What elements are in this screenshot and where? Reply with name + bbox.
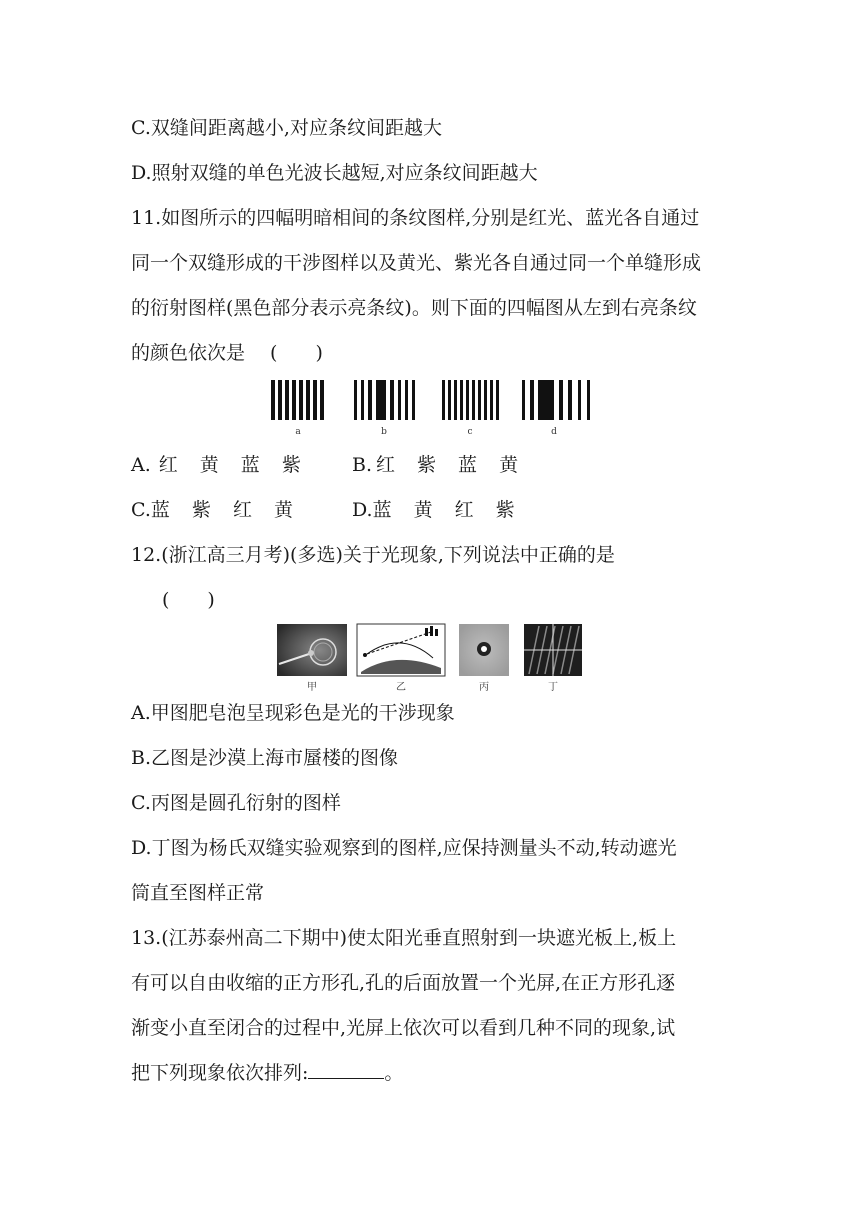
option-item: 黄	[499, 454, 519, 476]
fringe-label-b: b	[381, 427, 387, 437]
circular-spot-pattern	[459, 624, 509, 676]
q11-line-3: 的衍射图样(黑色部分表示亮条纹)。则下面的四幅图从左到右亮条纹	[131, 297, 697, 319]
photo-label-ding: 丁	[548, 682, 558, 693]
option-item: 红	[454, 499, 474, 521]
fringe-label-c: c	[467, 427, 473, 437]
q12-option-a[interactable]: A.甲图肥皂泡呈现彩色是光的干涉现象	[131, 702, 455, 724]
q11-option-c[interactable]	[131, 498, 293, 522]
q11-option-d[interactable]	[352, 498, 515, 522]
tilted-fringe-pattern	[524, 624, 582, 676]
option-item: 红	[376, 454, 396, 476]
q11-option-b[interactable]	[352, 453, 518, 477]
option-item: 紫	[281, 454, 301, 476]
q13-line-3: 渐变小直至闭合的过程中,光屏上依次可以看到几种不同的现象,试	[131, 1017, 676, 1039]
q12-photo-figure	[275, 622, 585, 694]
option-item: 红	[158, 454, 178, 476]
option-letter: A.	[131, 454, 151, 476]
photo-label-bing: 丙	[479, 682, 489, 693]
option-item: 紫	[191, 499, 211, 521]
q11-option-a[interactable]	[131, 453, 301, 477]
answer-blank[interactable]	[308, 1062, 384, 1079]
q12-stem: 12.(浙江高三月考)(多选)关于光现象,下列说法中正确的是	[131, 544, 615, 566]
option-item: 黄	[413, 499, 433, 521]
q13-line-4	[131, 1061, 403, 1085]
q11-line-4: 的颜色依次是 ( )	[131, 342, 323, 364]
option-letter: C.	[131, 499, 151, 521]
option-item: 蓝	[372, 499, 392, 521]
fringe-pattern-d	[522, 380, 590, 420]
q12-answer-paren: ( )	[162, 589, 215, 611]
photo-label-yi: 乙	[396, 682, 406, 693]
q12-option-d[interactable]: D.丁图为杨氏双缝实验观察到的图样,应保持测量头不动,转动遮光	[131, 837, 677, 859]
option-letter: D.	[352, 499, 373, 521]
q12-option-b[interactable]: B.乙图是沙漠上海市蜃楼的图像	[131, 747, 399, 769]
option-d-prev: D.照射双缝的单色光波长越短,对应条纹间距越大	[131, 162, 538, 184]
q12-option-c[interactable]: C.丙图是圆孔衍射的图样	[131, 792, 341, 814]
option-item: 紫	[495, 499, 515, 521]
option-item: 蓝	[240, 454, 260, 476]
soap-bubble-photo	[277, 624, 347, 676]
q13-prompt: 把下列现象依次排列:	[131, 1062, 309, 1084]
q13-period: 。	[384, 1062, 404, 1084]
q11-fringe-figure	[262, 378, 602, 438]
option-item: 黄	[199, 454, 219, 476]
option-c-prev: C.双缝间距离越小,对应条纹间距越大	[131, 117, 442, 139]
fringe-pattern-b	[354, 380, 415, 420]
option-item: 蓝	[150, 499, 170, 521]
fringe-pattern-a	[271, 380, 324, 420]
q11-line-2: 同一个双缝形成的干涉图样以及黄光、紫光各自通过同一个单缝形成	[131, 252, 702, 274]
option-item: 红	[232, 499, 252, 521]
option-item: 蓝	[458, 454, 478, 476]
fringe-label-a: a	[295, 427, 301, 437]
fringe-label-d: d	[551, 427, 557, 437]
q12-option-d-continued: 筒直至图样正常	[131, 882, 265, 904]
option-letter: B.	[352, 454, 373, 476]
option-item: 黄	[273, 499, 293, 521]
option-item: 紫	[417, 454, 437, 476]
q11-line-1: 11.如图所示的四幅明暗相间的条纹图样,分别是红光、蓝光各自通过	[131, 207, 700, 229]
photo-label-jia: 甲	[307, 682, 317, 693]
fringe-pattern-c	[442, 380, 499, 420]
q13-line-2: 有可以自由收缩的正方形孔,孔的后面放置一个光屏,在正方形孔逐	[131, 972, 676, 994]
mirage-diagram	[357, 624, 445, 676]
q13-line-1: 13.(江苏泰州高二下期中)使太阳光垂直照射到一块遮光板上,板上	[131, 927, 677, 949]
